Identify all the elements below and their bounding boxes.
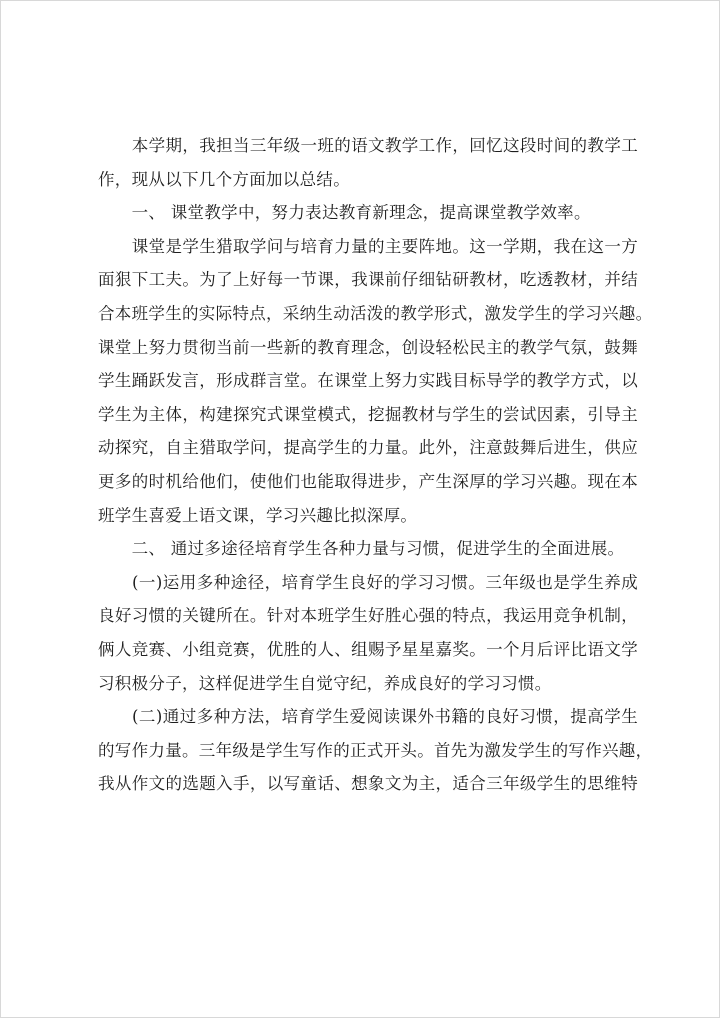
paragraph-intro-line-1: 本学期，我担当三年级一班的语文教学工作，回忆这段时间的教学工 xyxy=(98,136,638,155)
paragraph-writing-line-3: 我从作文的选题入手，以写童话、想象文为主，适合三年级学生的思维特 xyxy=(98,774,638,794)
paragraph-writing-line-1: (二)通过多种方法，培育学生爱阅读课外书籍的良好习惯，提高学生 xyxy=(98,707,638,727)
paragraph-habits-line-3: 俩人竞赛、小组竞赛，优胜的人、组赐予星星嘉奖。一个月后评比语文学 xyxy=(98,639,638,659)
paragraph-intro-line-2: 作，现从以下几个方面加以总结。 xyxy=(98,169,350,189)
document-body xyxy=(98,129,653,801)
paragraph-classroom-line-2: 面狠下工夫。为了上好每一节课，我课前仔细钻研教材，吃透教材，并结 xyxy=(98,270,638,290)
section-heading-1: 一、 课堂教学中，努力表达教育新理念，提高课堂教学效率。 xyxy=(98,203,591,223)
paragraph-classroom-line-7: 动探究，自主猎取学问，提高学生的力量。此外，注意鼓舞后进生，供应 xyxy=(98,438,638,458)
paragraph-classroom-line-6: 学生为主体，构建探究式课堂模式，挖掘教材与学生的尝试因素，引导主 xyxy=(98,404,638,424)
paragraph-habits-line-1: (一)运用多种途径，培育学生良好的学习习惯。三年级也是学生养成 xyxy=(98,572,638,592)
paragraph-habits-line-4: 习积极分子，这样促进学生自觉守纪，养成良好的学习习惯。 xyxy=(98,673,552,693)
paragraph-classroom-line-4: 课堂上努力贯彻当前一些新的教育理念，创设轻松民主的教学气氛，鼓舞 xyxy=(98,337,638,357)
paragraph-writing-line-2: 的写作力量。三年级是学生写作的正式开头。首先为激发学生的写作兴趣， xyxy=(98,740,653,760)
paragraph-classroom-line-1: 课堂是学生猎取学问与培育力量的主要阵地。这一学期，我在这一方 xyxy=(98,236,638,256)
paragraph-classroom-line-9: 班学生喜爱上语文课，学习兴趣比拟深厚。 xyxy=(98,505,418,525)
paragraph-classroom-line-8: 更多的时机给他们，使他们也能取得进步，产生深厚的学习兴趣。现在本 xyxy=(98,471,638,491)
paragraph-classroom-line-5: 学生踊跃发言，形成群言堂。在课堂上努力实践目标导学的教学方式，以 xyxy=(98,371,638,391)
paragraph-habits-line-2: 良好习惯的关键所在。针对本班学生好胜心强的特点，我运用竞争机制， xyxy=(98,606,638,626)
section-heading-2: 二、 通过多途径培育学生各种力量与习惯，促进学生的全面进展。 xyxy=(98,539,625,559)
paragraph-classroom-line-3: 合本班学生的实际特点，采纳生动活泼的教学形式，激发学生的学习兴趣。 xyxy=(98,303,653,323)
